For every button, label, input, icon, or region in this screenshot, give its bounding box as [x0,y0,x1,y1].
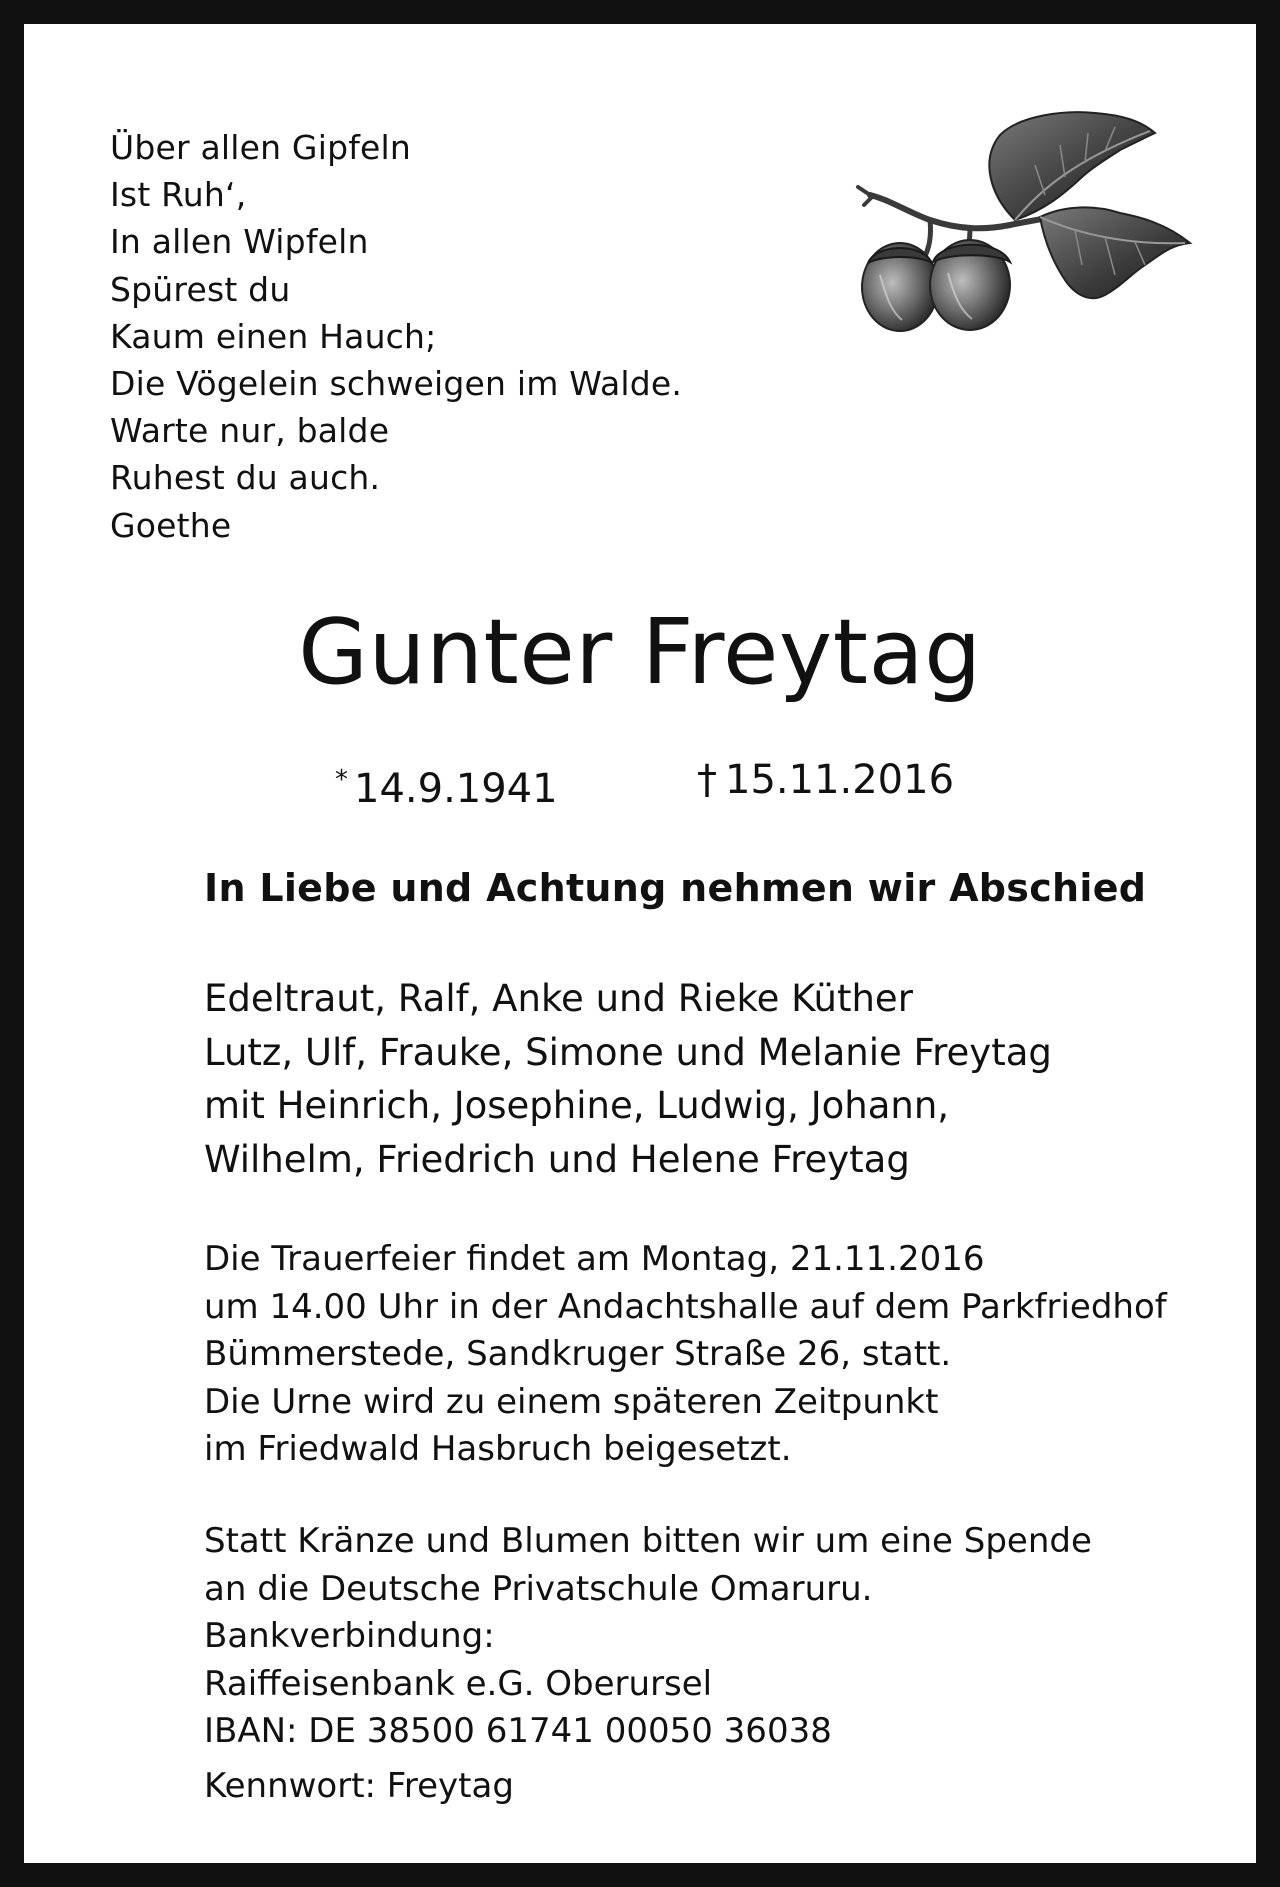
poem-line: Kaum einen Hauch; [110,316,437,356]
service-line: Bümmerstede, Sandkruger Straße 26, statt. [204,1334,952,1375]
poem-author: Goethe [110,505,232,545]
poem-line: In allen Wipfeln [110,222,369,262]
donation-line: Bankverbindung: [204,1616,495,1657]
funeral-service-info [204,1236,1167,1474]
death-cross-icon: † [697,757,717,803]
death-date: 15.11.2016 [725,757,955,803]
service-line: Die Urne wird zu einem späteren Zeitpunkt [204,1381,939,1422]
iban-line: IBAN: DE 38500 61741 00050 36038 [204,1711,832,1752]
service-line: Die Trauerfeier findet am Montag, 21.11.2016 [204,1239,985,1279]
life-dates [0,752,1280,812]
mourners-list [204,972,1052,1186]
mourners-line: Wilhelm, Friedrich und Helene Freytag [204,1137,910,1181]
poem-line: Spürest du [110,269,291,309]
mourners-line: Lutz, Ulf, Frauke, Simone und Melanie Freytag [204,1030,1052,1074]
acorn-oak-leaves-icon [820,105,1210,380]
farewell-heading: In Liebe und Achtung nehmen wir Abschied [204,866,1147,910]
mourners-line: Edeltraut, Ralf, Anke und Rieke Küther [204,977,913,1020]
poem-line: Ruhest du auch. [110,458,381,498]
donation-line: Raiffeisenbank e.G. Oberursel [204,1663,713,1704]
birth-star-icon: * [335,765,348,795]
birth-date-group [335,752,558,817]
poem-line: Die Vögelein schweigen im Walde. [110,364,683,404]
death-date-group [697,752,954,808]
birth-date: 14.9.1941 [354,766,558,812]
donation-keyword: Kennwort: Freytag [204,1766,514,1806]
goethe-poem [110,124,682,549]
mourners-line: mit Heinrich, Josephine, Ludwig, Johann, [204,1084,950,1127]
donation-line: an die Deutsche Privatschule Omaruru. [204,1568,873,1609]
deceased-name: Gunter Freytag [298,600,982,705]
poem-line: Ist Ruh‘, [110,175,247,215]
donation-info [204,1518,1092,1756]
donation-line: Statt Kränze und Blumen bitten wir um eine Spende [204,1521,1092,1561]
service-line: im Friedwald Hasbruch beigesetzt. [204,1429,792,1470]
poem-line: Über allen Gipfeln [110,128,412,167]
service-line: um 14.00 Uhr in der Andachtshalle auf dem Parkfriedhof [204,1286,1167,1327]
poem-line: Warte nur, balde [110,411,390,451]
